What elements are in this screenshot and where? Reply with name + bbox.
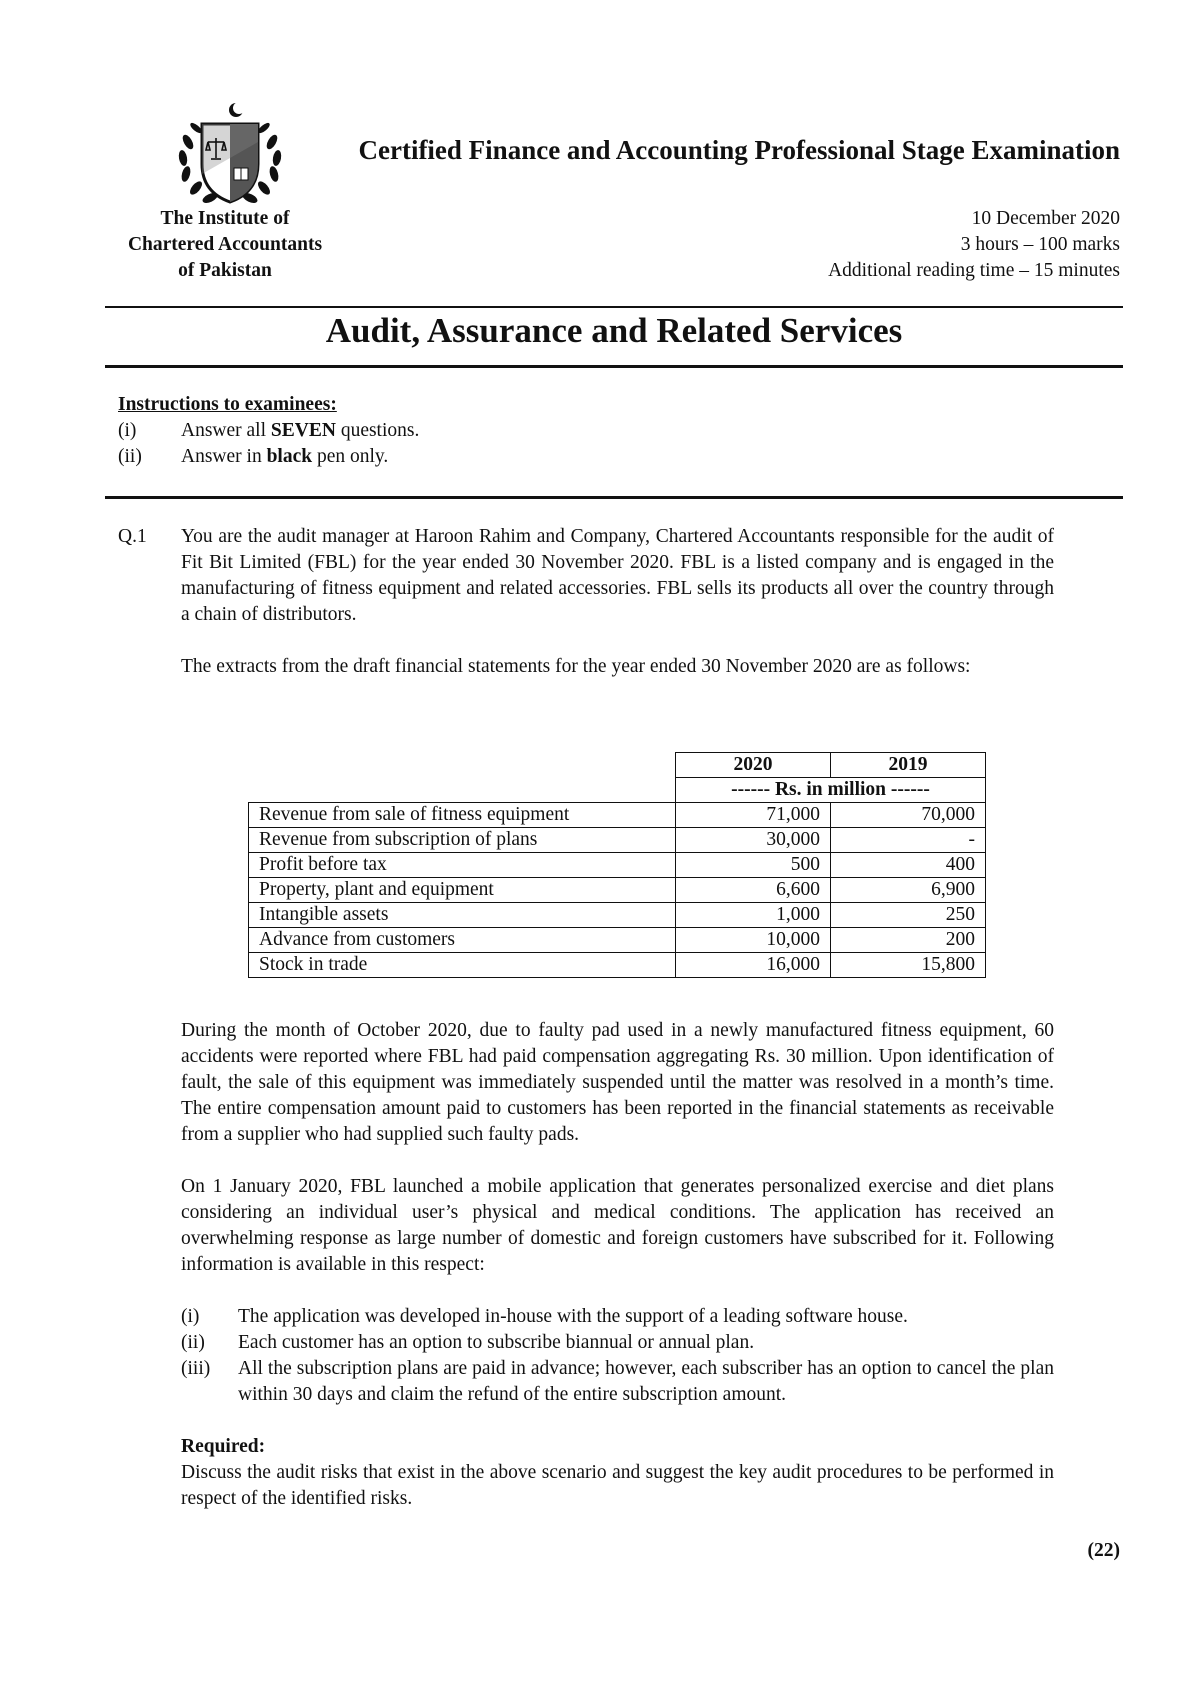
- table-row: [249, 928, 986, 953]
- exam-duration: 3 hours – 100 marks: [960, 234, 1120, 255]
- question-intro: You are the audit manager at Haroon Rahim and Company, Chartered Accountants responsible for the audit of Fit Bit Limited (FBL) for the year ended 30 November 2020. FBL is a listed company and is engaged in the manufacturing of fitness equipment and related accessories. FBL sells its products all over the country through a chain of distributors.: [181, 526, 1054, 625]
- question-number: Q.1: [118, 526, 147, 547]
- header-rule-top: [105, 306, 1123, 308]
- list-item-text: All the subscription plans are paid in advance; however, each subscriber has an option to cancel the plan within 30 days and claim the refund of the entire subscription amount.: [238, 1358, 1054, 1405]
- row-label: Revenue from sale of fitness equipment: [249, 803, 676, 828]
- table-row: [249, 853, 986, 878]
- value-2020: 71,000: [676, 803, 831, 828]
- value-2019: 200: [831, 928, 986, 953]
- value-2019: 400: [831, 853, 986, 878]
- table-corner: [249, 778, 676, 803]
- exam-reading-time: Additional reading time – 15 minutes: [828, 260, 1120, 281]
- value-2019: -: [831, 828, 986, 853]
- financial-extracts-table: [248, 752, 986, 978]
- instruction-number: (ii): [118, 446, 142, 467]
- header-rule-bottom: [105, 365, 1123, 368]
- exam-title: Certified Finance and Accounting Professional Stage Examination: [358, 135, 1120, 165]
- row-label: Stock in trade: [249, 953, 676, 978]
- list-item: [181, 1304, 1054, 1330]
- list-item-number: (ii): [181, 1332, 205, 1353]
- instruction-text-pre: Answer in: [181, 446, 267, 467]
- required-heading: Required:: [181, 1436, 266, 1457]
- instruction-number: (i): [118, 420, 137, 441]
- table-header-row: [249, 753, 986, 778]
- exam-date: 10 December 2020: [971, 208, 1120, 229]
- paper-title: Audit, Assurance and Related Services: [325, 311, 903, 350]
- row-label: Advance from customers: [249, 928, 676, 953]
- table-row: [249, 903, 986, 928]
- instruction-text-bold: SEVEN: [270, 420, 336, 441]
- instruction-item: [118, 444, 1018, 470]
- list-item-text: The application was developed in-house with the support of a leading software house.: [238, 1306, 908, 1327]
- question-marks: (22): [1087, 1540, 1120, 1561]
- instructions-rule: [105, 496, 1123, 499]
- paragraph-october: During the month of October 2020, due to faulty pad used in a newly manufactured fitness equipment, 60 accidents were reported where FBL had paid compensation aggregating Rs. 30 million. Upon identification of fault, the sale of this equipment was immediately suspended until the matter was resolved in a month’s time. The entire compensation amount paid to customers has been reported in the financial statements as receivable from a supplier who had supplied such faulty pads.: [181, 1020, 1054, 1145]
- table-corner: [249, 753, 676, 778]
- row-label: Profit before tax: [249, 853, 676, 878]
- table-row: [249, 803, 986, 828]
- value-2019: 70,000: [831, 803, 986, 828]
- row-label: Property, plant and equipment: [249, 878, 676, 903]
- list-item: [181, 1356, 1054, 1408]
- instruction-text: [181, 418, 419, 444]
- list-item-text: Each customer has an option to subscribe biannual or annual plan.: [238, 1332, 755, 1353]
- column-header-2019: 2019: [831, 753, 986, 778]
- table-row: [249, 878, 986, 903]
- value-2020: 6,600: [676, 878, 831, 903]
- value-2019: 250: [831, 903, 986, 928]
- value-2020: 16,000: [676, 953, 831, 978]
- required-text: Discuss the audit risks that exist in the above scenario and suggest the key audit procedures to be performed in respect of the identified risks.: [181, 1462, 1054, 1509]
- institute-line-2: Chartered Accountants: [127, 234, 323, 255]
- value-2019: 6,900: [831, 878, 986, 903]
- institute-line-3: of Pakistan: [178, 260, 272, 281]
- instruction-text-pre: Answer all: [181, 420, 271, 441]
- paragraph-january: On 1 January 2020, FBL launched a mobile application that generates personalized exercise and diet plans considering an individual user’s physical and medical conditions. The application has received an overwhelming response as large number of domestic and foreign customers have subscribed for it. Following information is available in this respect:: [181, 1176, 1054, 1275]
- column-header-2020: 2020: [676, 753, 831, 778]
- institute-line-1: The Institute of: [160, 208, 290, 229]
- table-row: [249, 953, 986, 978]
- table-unit: ------ Rs. in million ------: [676, 778, 986, 803]
- app-info-list: [181, 1304, 1054, 1408]
- question-body-continued: [181, 1018, 1054, 1512]
- value-2020: 1,000: [676, 903, 831, 928]
- instruction-text: [181, 444, 388, 470]
- icap-crest-icon: [174, 102, 286, 214]
- instruction-item: [118, 418, 1018, 444]
- extracts-lead: The extracts from the draft financial statements for the year ended 30 November 2020 are as follows:: [181, 656, 971, 677]
- value-2020: 30,000: [676, 828, 831, 853]
- instruction-text-bold: black: [266, 446, 313, 467]
- value-2020: 500: [676, 853, 831, 878]
- row-label: Intangible assets: [249, 903, 676, 928]
- instructions-heading: Instructions to examinees:: [118, 394, 337, 415]
- table-unit-row: [249, 778, 986, 803]
- row-label: Revenue from subscription of plans: [249, 828, 676, 853]
- value-2019: 15,800: [831, 953, 986, 978]
- question-body: [181, 524, 1054, 706]
- instruction-text-post: pen only.: [312, 446, 389, 467]
- value-2020: 10,000: [676, 928, 831, 953]
- institute-name: [100, 206, 350, 284]
- table-row: [249, 828, 986, 853]
- instructions: [118, 392, 1018, 470]
- instruction-text-post: questions.: [335, 420, 420, 441]
- exam-meta: [650, 206, 1120, 284]
- list-item-number: (i): [181, 1306, 200, 1327]
- list-item-number: (iii): [181, 1358, 211, 1379]
- list-item: [181, 1330, 1054, 1356]
